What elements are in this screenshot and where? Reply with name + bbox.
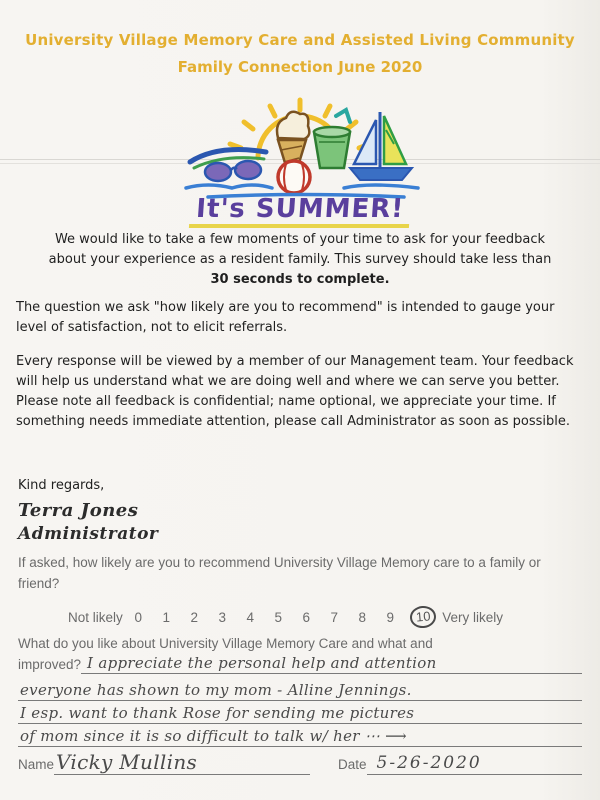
scale-left-label: Not likely	[68, 609, 123, 625]
signature-name: Terra Jones	[18, 500, 139, 521]
handwritten-answer-line-2[interactable]: everyone has shown to my mom - Alline Jennings.	[20, 681, 412, 699]
newsletter-title: University Village Memory Care and Assisted Living Community	[25, 31, 575, 49]
handwritten-answer-line-4[interactable]: of mom since it is so difficult to talk w/ her ⋯ ⟶	[20, 727, 407, 745]
rating-scale	[68, 606, 568, 628]
scale-number-9[interactable]: 9	[386, 609, 395, 625]
intro-line1: We would like to take a few moments of your time to ask for your feedback	[54, 232, 546, 247]
intro-paragraph	[28, 230, 572, 290]
name-label: Name	[18, 757, 55, 772]
baseball-icon	[278, 161, 310, 193]
answer-row-4	[18, 724, 582, 747]
scale-number-0[interactable]: 0	[134, 609, 143, 625]
answer-row-2	[18, 678, 582, 701]
scale-number-5[interactable]: 5	[274, 609, 283, 625]
scale-number-8[interactable]: 8	[358, 609, 367, 625]
newsletter-header	[0, 28, 600, 76]
intro-line2: about your experience as a resident family. This survey should take less than	[48, 252, 552, 267]
answer-row-3	[18, 701, 582, 724]
scale-number-10-circled[interactable]: 10	[409, 605, 437, 629]
scale-number-3[interactable]: 3	[218, 609, 227, 625]
handwritten-name[interactable]: Vicky Mullins	[54, 750, 310, 775]
summer-clipart-graphic	[178, 96, 422, 200]
closing-regards: Kind regards,	[18, 478, 105, 493]
survey-question-1: If asked, how likely are you to recommend University Village Memory care to a family or friend?	[18, 555, 541, 591]
name-date-row	[18, 750, 582, 775]
answer-row-1	[18, 654, 582, 674]
scale-number-1[interactable]: 1	[162, 609, 171, 625]
summer-caption: It's SUMMER!	[189, 196, 411, 228]
summer-clipart	[178, 96, 422, 228]
survey-question-2: What do you like about University Village Memory Care and what and	[18, 636, 433, 651]
scale-number-2[interactable]: 2	[190, 609, 199, 625]
gauge-paragraph: The question we ask "how likely are you to recommend" is intended to gauge your level of satisfaction, not to elicit referrals.	[16, 300, 555, 335]
handwritten-date[interactable]: 5-26-2020	[367, 752, 582, 775]
scale-numbers	[133, 610, 396, 625]
scale-number-7[interactable]: 7	[330, 609, 339, 625]
handwritten-answer-line-3[interactable]: I esp. want to thank Rose for sending me pictures	[20, 704, 415, 722]
date-label: Date	[338, 757, 367, 772]
signature-title: Administrator	[18, 524, 159, 544]
sunglasses-icon	[190, 150, 266, 181]
response-paragraph: Every response will be viewed by a member of our Management team. Your feedback will help us understand what we are doing well and where we can serve you better. Please note all feedback is confidential; name optional, we appreciate your time. If something needs immediate attention, please call Administrator as soon as possible.	[16, 354, 574, 429]
intro-line3-bold: 30 seconds to complete.	[210, 272, 390, 287]
handwritten-answer-line-1[interactable]: I appreciate the personal help and attention	[81, 654, 582, 674]
newsletter-subtitle: Family Connection June 2020	[177, 58, 423, 76]
scale-number-4[interactable]: 4	[246, 609, 255, 625]
survey-question-2-prefix: improved?	[18, 657, 82, 672]
scale-number-6[interactable]: 6	[302, 609, 311, 625]
scale-right-label: Very likely	[442, 609, 504, 625]
